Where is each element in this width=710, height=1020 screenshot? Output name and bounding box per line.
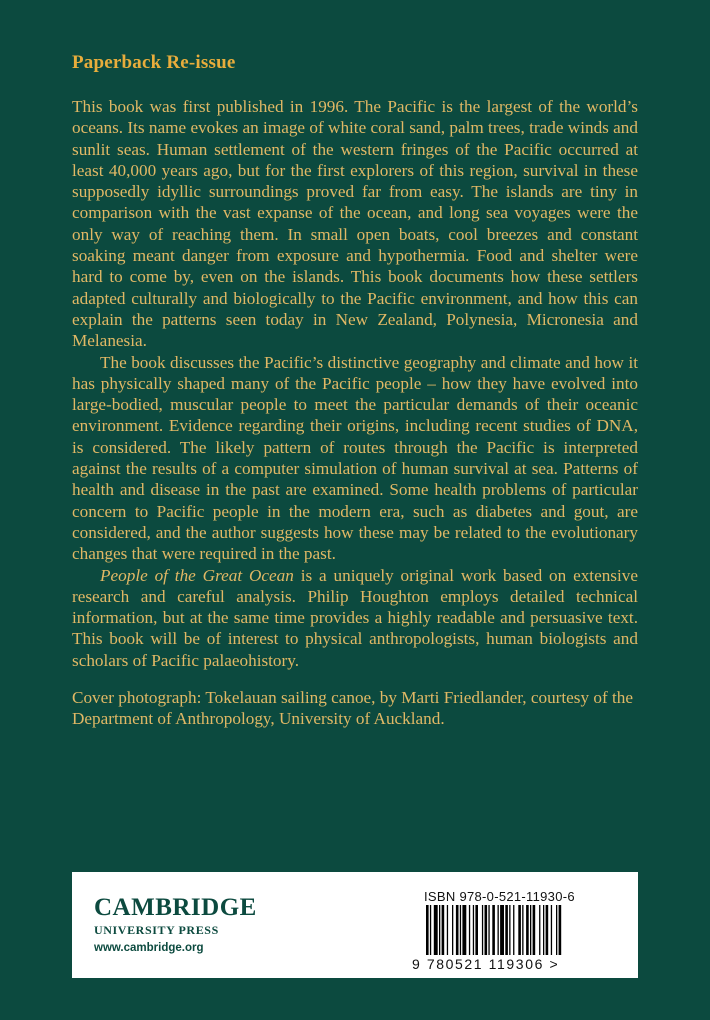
barcode-bar [475, 905, 478, 955]
book-title: People of the Great Ocean [100, 565, 294, 585]
barcode-bar [526, 905, 529, 955]
barcode-digits: 9 780521 119306 > [412, 956, 560, 972]
barcode-bar [426, 905, 429, 955]
barcode-bar [518, 905, 521, 955]
barcode-bar [430, 905, 431, 955]
barcode-bar [513, 905, 514, 955]
publisher-subtitle: UNIVERSITY PRESS [94, 923, 219, 937]
barcode-bar [539, 905, 540, 955]
barcode-bar [447, 905, 448, 955]
barcode-bar [498, 905, 499, 955]
description-paragraph-3 [72, 565, 638, 671]
barcode-bar [551, 905, 552, 955]
barcode-bar [469, 905, 470, 955]
back-cover-text [72, 52, 638, 730]
publisher-imprint-box [72, 872, 638, 978]
barcode-bar [509, 905, 510, 955]
barcode-bar [505, 905, 508, 955]
barcode-bar [500, 905, 504, 955]
barcode-bar [439, 905, 440, 955]
barcode-bar [530, 905, 531, 955]
barcode-bar [522, 905, 523, 955]
publisher-url: www.cambridge.org [94, 942, 204, 954]
section-heading: Paperback Re-issue [72, 52, 236, 73]
barcode-bar [452, 905, 453, 955]
cover-photo-credit: Cover photograph: Tokelauan sailing canoe, by Marti Friedlander, courtesy of the Department of Anthropology, University of Auckland. [72, 688, 634, 729]
barcode-bar [442, 905, 445, 955]
description-paragraph-2: The book discusses the Pacific’s distinctive geography and climate and how it has physically shaped many of the Pacific people – how they have evolved into large-bodied, muscular people to meet the particular demands of their oceanic environment. Evidence regarding their origins, including recent studies of DNA, is considered. The likely pattern of routes through the Pacific is interpreted against the results of a computer simulation of human survival at sea. Patterns of health and disease in the past are examined. Some health problems of particular concern to Pacific people in the modern era, such as diabetes and gout, are considered, and the author suggests how these may be related to the evolutionary changes that were required in the past. [72, 352, 638, 564]
barcode-bar [546, 905, 549, 955]
barcode-bar [533, 905, 536, 955]
barcode-bar [482, 905, 483, 955]
paragraph-3-text: is a uniquely original work based on extensive research and careful analysis. Philip Houghton employs detailed technical information, but at the same time provides a highly readable and persuasive text. This book will be of interest to physical anthropologists, human biologists and scholars of Pacific palaeohistory. [72, 565, 638, 670]
publisher-name: CAMBRIDGE [94, 894, 257, 921]
barcode-bar [556, 905, 557, 955]
isbn-label: ISBN 978-0-521-11930-6 [424, 889, 575, 904]
barcode-bar [456, 905, 459, 955]
barcode-icon [426, 905, 614, 955]
barcode-bar [462, 905, 466, 955]
barcode-bar [488, 905, 489, 955]
barcode-bar [485, 905, 488, 955]
barcode-bar [434, 905, 438, 955]
barcode-bar [473, 905, 474, 955]
barcode-bar [460, 905, 461, 955]
description-paragraph-1: This book was first published in 1996. The Pacific is the largest of the world’s oceans. Its name evokes an image of white coral sand, palm trees, trade winds and sunlit seas. Human settlement of the western fringes of the Pacific occurred at least 40,000 years ago, but for the first explorers of this region, survival in these supposedly idyllic surroundings proved far from easy. The islands are tiny in comparison with the vast expanse of the ocean, and long sea voyages were the only way of reaching them. In small open boats, cool breezes and constant soaking meant danger from exposure and hypothermia. Food and shelter were hard to come by, even on the islands. This book documents how these settlers adapted culturally and biologically to the Pacific environment, and how this can explain the patterns seen today in New Zealand, Polynesia, Micronesia and Melanesia. [72, 97, 638, 351]
barcode-bar [492, 905, 495, 955]
barcode-bar [543, 905, 544, 955]
barcode-bar [559, 905, 562, 955]
